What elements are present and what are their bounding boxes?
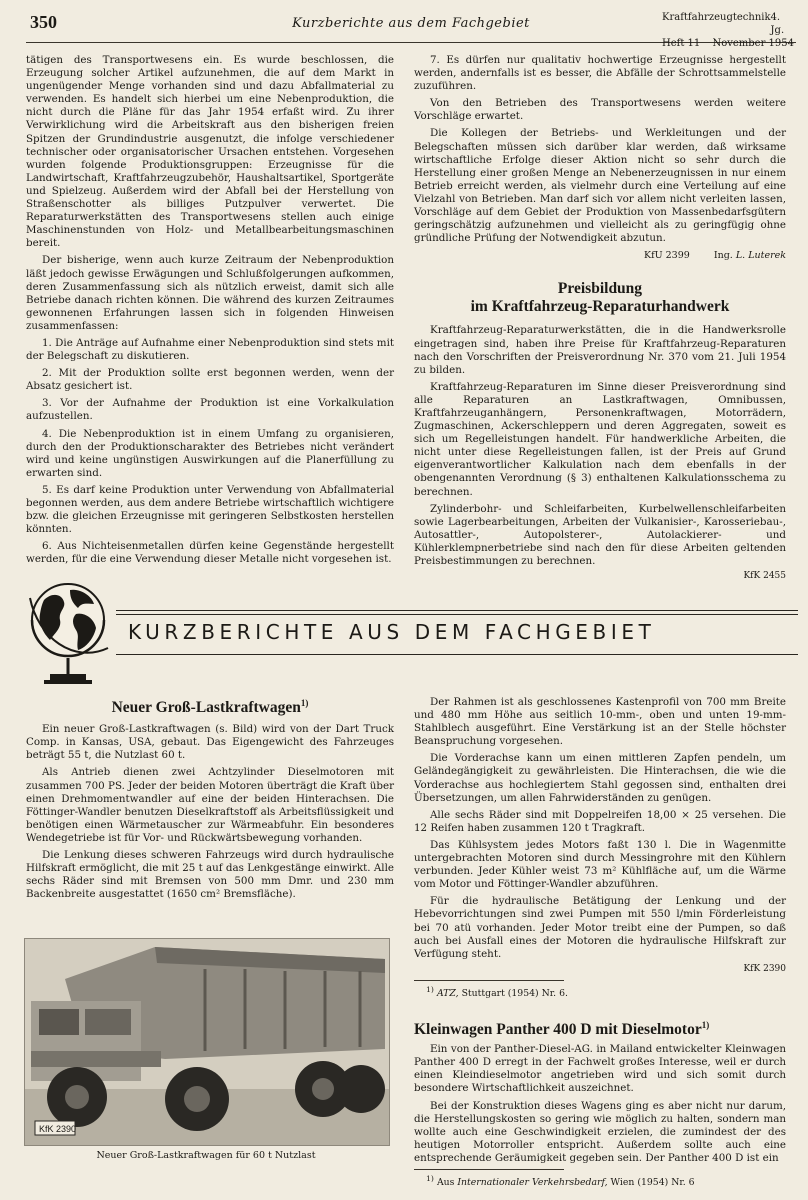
issue-date: November 1954 <box>712 38 794 49</box>
page-number: 350 <box>30 12 57 32</box>
article-title <box>414 280 786 316</box>
paragraph: Bei der Konstruktion dieses Wagens ging es aber nicht nur darum, die Herstellungskosten so gering wie möglich zu halten, sondern man wollte auch eine Geschwindigkeit erzielen, die zumindest der des heutigen Motorroller entspricht. Außerdem sollte auch eine entsprechende Geräumigkeit gegeben sein. Der Panther 400 D ist ein <box>414 1099 786 1164</box>
paragraph: Alle sechs Räder sind mit Doppelreifen 18,00 × 25 versehen. Die 12 Reifen haben zusammen 120 t Tragkraft. <box>414 808 786 834</box>
article-code: KfK 2455 <box>743 571 786 582</box>
paragraph: Ein neuer Groß-Lastkraftwagen (s. Bild) wird von der Dart Truck Comp. in Kansas, USA, gebaut. Das Eigengewicht des Fahrzeuges beträgt 55 t, die Nutzlast 60 t. <box>26 723 394 762</box>
article-code: KfU 2399 <box>644 250 690 262</box>
section-banner <box>20 578 798 690</box>
article-signature <box>414 249 786 262</box>
section-title: KURZBERICHTE AUS DEM FACHGEBIET <box>128 620 656 644</box>
banner-rule <box>116 614 798 615</box>
banner-rule <box>116 610 798 611</box>
paragraph: Als Antrieb dienen zwei Achtzylinder Dieselmotoren mit zusammen 700 PS. Jeder der beiden Motoren überträgt die Kraft über einen Drehmomentwandler auf eine der beiden Hinterachsen. Die Föttinger-Wandler benutzen Dieselkraftstoff als Arbeitsflüssigkeit und benötigen einen Wärmetauscher zur Wärmeabfuhr. Ein besonderes Wendegetriebe ist für Vor- und Rückwärtsbewegung vorhanden. <box>26 766 394 844</box>
paragraph: Kraftfahrzeug-Reparaturwerkstätten, die in die Handwerksrolle eingetragen sind, haben ihre Preise für Kraftfahrzeug-Reparaturen nach den Vorschriften der Preisverordnung Nr. 370 vom 21. Juli 1954 zu bilden. <box>414 324 786 376</box>
paragraph: Für die hydraulische Betätigung der Lenkung und der Hebevorrichtungen sind zwei Pumpen mit 550 l/min Förderleistung bei 70 atü vorhanden. Jeder Motor treibt eine der Pumpen, so daß auch bei Ausfall eines der Motoren die hydraulische Hilfskraft zur Verfügung steht. <box>414 895 786 960</box>
photo-label: KfK 2390 <box>39 1124 77 1134</box>
banner-rule <box>116 654 798 655</box>
paragraph: Ein von der Panther-Diesel-AG. in Mailand entwickelter Kleinwagen Panther 400 D erregt in der Fachwelt großes Interesse, weil er durch einen Kleindieselmotor angetrieben wird und sich somit durch besondere Wirtschaftlichkeit auszeichnet. <box>414 1043 786 1095</box>
footnote: $^{1)}$ ATZ, Stuttgart (1954) Nr. 6. <box>414 980 786 1000</box>
paragraph: Von den Betrieben des Transportwesens werden weitere Vorschläge erwartet. <box>414 97 786 123</box>
paragraph: Kraftfahrzeug-Reparaturen im Sinne dieser Preisverordnung sind alle Reparaturen an Lastkraftwagen, Omnibussen, Kraftfahrzeuganhängern, Personenkraftwagen, Motorrädern, Zugmaschinen, Ackerschleppern und deren Aggregaten, soweit es sich um Regelleistungen handelt. Für handwerkliche Arbeiten, die nicht unter diese Regelleistungen fallen, ist der Preis auf Grund eigenverantwortlicher Kalkulation nach dem ebenfalls in der obengenannten Verordnung (§ 3) enthaltenen Kalkulationsschema zu berechnen. <box>414 380 786 498</box>
list-item: 3. Vor der Aufnahme der Produktion ist eine Vorkalkulation aufzustellen. <box>26 397 394 423</box>
photo-caption: Neuer Groß-Lastkraftwagen für 60 t Nutzlast <box>96 1150 316 1161</box>
paragraph: Zylinderbohr- und Schleifarbeiten, Kurbelwellenschleifarbeiten sowie Lagerbearbeitungen, Arbeiten der Vulkanisier-, Karosseriebau-, Autosattler-, Autopolsterer-, Autolackierer- und Kühlerklempnerbetriebe sind nach den für diese Arbeiten geltenden Preisbestimmungen zu berechnen. <box>414 502 786 567</box>
author: Ing. L. Luterek <box>713 250 786 262</box>
volume: 4. Jg. <box>770 12 785 36</box>
list-item: 2. Mit der Produktion sollte erst begonnen werden, wenn der Absatz gesichert ist. <box>26 367 394 393</box>
paragraph: Die Kollegen der Betriebs- und Werkleitungen und der Belegschaften müssen sich darüber klar werden, daß wirksame wirtschaftliche Erfolge dieser Aktion nicht so sehr durch die Herstellung einer großen Menge an Nebenerzeugnissen in nur einem Betrieb erreicht werden, als vielmehr durch eine Verteilung auf eine Vielzahl von Betrieben. Man darf sich vor allem nicht verleiten lassen, Vorschläge auf dem Gebiet der Produktion von Massenbedarfsgütern geringschätzig aufzunehmen und vielleicht als zu geringfügig ohne gründliche Prüfung der Notwendigkeit abzutun. <box>414 127 786 245</box>
list-item: 4. Die Nebenproduktion ist in einem Umfang zu organisieren, durch den der Produktionscharakter des Betriebes nicht verändert wird und keine ungünstigen Auswirkungen auf die Planerfüllung zu erwarten sind. <box>26 427 394 479</box>
right-column-bottom <box>414 696 786 1189</box>
issue-info <box>662 11 794 50</box>
list-item: 5. Es darf keine Produktion unter Verwendung von Abfallmaterial begonnen werden, aus dem andere Betriebe wirtschaftlich wichtigere bzw. die gleichen Erzeugnisse mit geringeren Selbstkosten herstellen könnten. <box>26 483 394 536</box>
list-item: 6. Aus Nichteisenmetallen dürfen keine Gegenstände hergestellt werden, für die eine Verwendung dieser Metalle nicht vorgesehen ist. <box>26 540 394 566</box>
article-title: Kleinwagen Panther 400 D mit Dieselmotor$^{1)}$ <box>414 1019 710 1039</box>
paragraph: tätigen des Transportwesens ein. Es wurde beschlossen, die Erzeugung solcher Artikel aufzunehmen, die auf dem Markt in ungenügender Menge vorhanden sind und dazu Abfallmaterial zu verwenden. Es handelt sich hierbei um eine Nebenproduktion, die nicht durch die Pläne für das Jahr 1954 erfaßt wird. Zu ihrer Verwirklichung wird die Arbeitskraft aus den bisherigen freien Spitzen der Grundindustrie ausgenutzt, die infolge verschiedener technischer oder organisatorischer Ursachen entstehen. Vorgesehen wurden folgende Produktionsgruppen: Erzeugnisse für die Landwirtschaft, Kraftfahrzeugzubehör, Haushaltsartikel, Sportgeräte und Spielzeug. Außerdem wird der Abfall bei der Herstellung von Straßenschotter als billiges Putzpulver verwertet. Die Reparaturwerkstätten des Transportwesens stellen auch einige Maschinenstunden von Holz- und Metallbearbeitungsmaschinen bereit. <box>26 54 394 250</box>
title-line: Preisbildung <box>557 280 643 298</box>
title-line: im Kraftfahrzeug-Reparaturhandwerk <box>470 298 730 316</box>
footnote: $^{1)}$ Aus Internationaler Verkehrsbedarf, Wien (1954) Nr. 6 <box>414 1169 786 1189</box>
dump-truck-illustration <box>25 939 389 1145</box>
article-title: Neuer Groß-Lastkraftwagen$^{1)}$ <box>111 698 309 717</box>
paragraph: Die Vorderachse kann um einen mittleren Zapfen pendeln, um Geländegängigkeit zu gewährleisten. Die Hinterachsen, die wie die Vorderachse aus hochlegiertem Stahl gegossen sind, enthalten drei Übersetzungen, um allen Fahrwiderständen zu genügen. <box>414 752 786 804</box>
paragraph: Die Lenkung dieses schweren Fahrzeugs wird durch hydraulische Hilfskraft ermöglicht, die mit 25 t auf das Lenkgestänge einwirkt. Alle sechs Räder sind mit Bremsen von 500 mm Dmr. und 230 mm Backenbreite ausgestattet (1650 cm² Bremsfläche). <box>26 849 394 901</box>
article-code: KfK 2390 <box>743 963 786 974</box>
journal-name: Kraftfahrzeugtechnik <box>662 12 771 23</box>
paragraph: Das Kühlsystem jedes Motors faßt 130 l. Die in Wagenmitte untergebrachten Motoren sind durch Messingrohre mit den Kühlern verbunden. Jeder Kühler weist 73 m² Kühlfläche auf, um die Wärme vom Motor und Föttinger-Wandler abzuführen. <box>414 838 786 891</box>
running-title: Kurzberichte aus dem Fachgebiet <box>292 16 530 31</box>
issue: Heft 11 <box>662 38 701 49</box>
left-column-bottom <box>26 694 394 905</box>
list-item: 7. Es dürfen nur qualitativ hochwertige Erzeugnisse hergestellt werden, andernfalls ist es besser, die Abfälle der Schrottsammelstelle zuzuführen. <box>414 54 786 93</box>
right-column-top <box>414 54 786 583</box>
running-header <box>26 8 796 49</box>
left-column-top <box>26 54 394 570</box>
globe-icon <box>24 578 116 690</box>
list-item: 1. Die Anträge auf Aufnahme einer Nebenproduktion sind stets mit der Belegschaft zu diskutieren. <box>26 336 394 363</box>
paragraph: Der Rahmen ist als geschlossenes Kastenprofil von 700 mm Breite und 480 mm Höhe aus seitlich 10-mm-, oben und unten 19-mm-Stahlblech ausgeführt. Eine Verstärkung ist an der Stelle höchster Beanspruchung vorgesehen. <box>414 696 786 748</box>
truck-photo <box>24 938 390 1146</box>
paragraph: Der bisherige, wenn auch kurze Zeitraum der Nebenproduktion läßt jedoch gewisse Erwägungen und Schlußfolgerungen aufkommen, deren Zusammenfassung sich als nützlich erweist, damit sich alle Betriebe danach richten können. Die während des kurzen Zeitraumes gewonnenen Erfahrungen lassen sich in folgenden Hinweisen zusammenfassen: <box>26 254 394 332</box>
